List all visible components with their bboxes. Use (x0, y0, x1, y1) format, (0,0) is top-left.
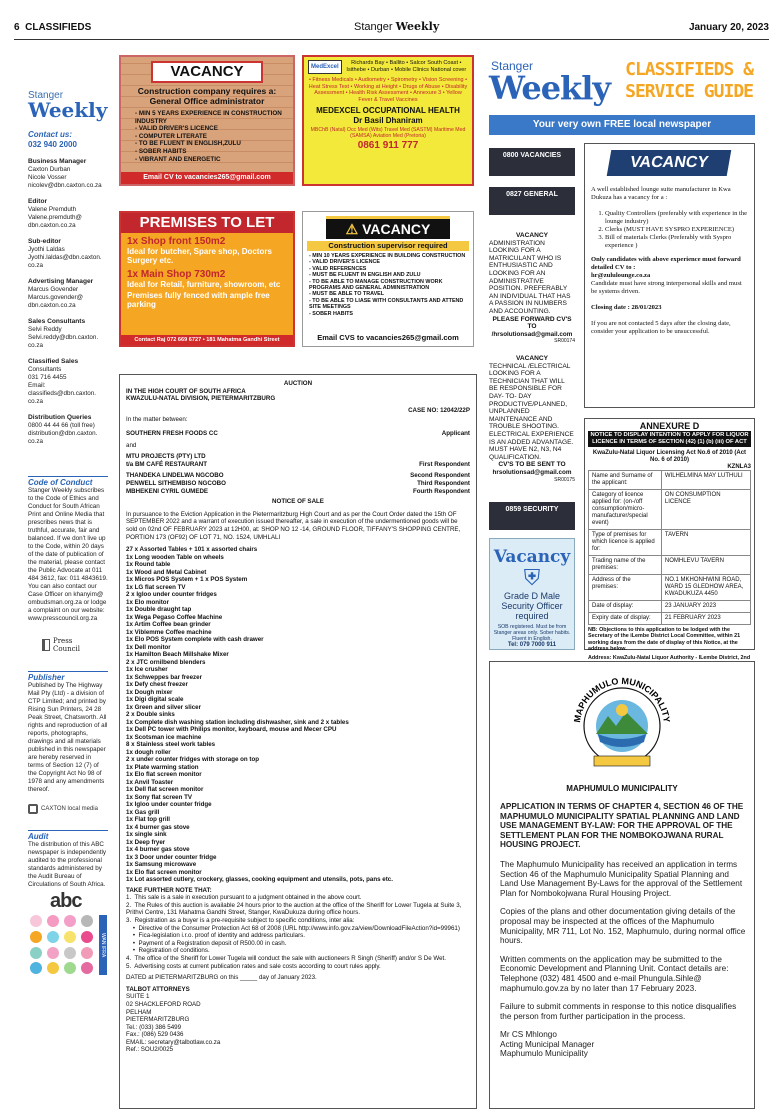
sale-item: 1x Dough mixer (126, 688, 173, 696)
municipality-p2: Copies of the plans and other documentation giving details of the proposal may be inspected at the offices of the Maphumulo Municipality, MR 711, Lot No. 152, Maphumulo, during normal office hours. (500, 907, 746, 946)
sale-item: 1x Elo monitor (126, 598, 169, 606)
classified-ad-technical-cta: CV'S TO BE SENT TO (498, 461, 566, 469)
medexcel-title: MEDEXCEL OCCUPATIONAL HEALTH (316, 106, 460, 115)
sale-item: 1x Complete dish washing station including dishwasher, sink and 2 x tables (126, 718, 349, 726)
color-dot (64, 947, 76, 959)
caxton-icon (28, 804, 38, 814)
medexcel-locations: Richards Bay • Ballito • Salcor South Coast • Isithebe • Durban • Mobile Clinics National cover (346, 60, 467, 73)
sale-item: 1x Round table (126, 561, 171, 569)
publisher-title: Publisher (28, 671, 108, 682)
guide-brand-top: Stanger (491, 59, 534, 73)
fourth-respondent: MBHEKENI CYRIL GUMEDE (126, 487, 209, 495)
municipality-p3: Written comments on the application may be submitted to the Economic Development and Planning Unit. Contact details are: Telephone (032) 481 4500 and e-mail Phungula.Sihle@ maphumulo.gov.za by no later than 17 February 2023. (500, 954, 729, 993)
sale-item: 1x Deep fryer (126, 838, 166, 846)
staff-role: Sub-editor (28, 238, 61, 245)
sale-item: 1x Green and silver slicer (126, 703, 201, 711)
requirement-item: - COMPUTER LITERATE (135, 133, 293, 141)
vacancy-supervisor-title: ⚠ VACANCY (326, 216, 450, 239)
seal-ribbon (594, 756, 650, 766)
medexcel-logo: MedExcel (308, 60, 342, 74)
position-item: 3. Bill of materials Clerks (Preferably with Syspro experience ) (605, 234, 748, 250)
staff-line: classifieds@dbn.caxton. (28, 390, 96, 397)
category-general: 0827 GENERAL (489, 187, 575, 215)
staff-role: Advertising Manager (28, 278, 94, 285)
vacancy-supervisor-footer: Email CVS to vacancies265@gmail.com (317, 333, 459, 342)
field-label: Type of premises for which licence is applied for: (589, 530, 662, 556)
staff-line: Valene.premduth@ (28, 214, 82, 221)
vacancy-admin-title: VACANCY (151, 61, 263, 83)
premises-parking: Premises fully fenced with ample free parking (127, 291, 270, 309)
color-dot (81, 915, 93, 927)
sale-item: 1x Digi digital scale (126, 696, 184, 704)
sale-item: 8 x Stainless steel work tables (126, 741, 216, 749)
color-dot (47, 947, 59, 959)
staff-line: Marcus Govender (28, 286, 79, 293)
liquor-details-table (588, 470, 751, 625)
attorney-line: 02 SHACKLEFORD ROAD (126, 1000, 201, 1008)
classified-ad-admin-email: /hrsolutionsad@gmail.com (491, 330, 573, 338)
attorneys-details (126, 993, 470, 1054)
color-dot (30, 947, 42, 959)
requirement-item: - SOBER HABITS (135, 148, 293, 156)
classified-ad-admin (489, 232, 575, 346)
page-header (14, 14, 769, 40)
security-ad-title: Vacancy (493, 547, 571, 567)
security-vacancy-ad (489, 538, 575, 650)
medexcel-services: • Fitness Medicals • Audiometry • Spirometry • Vision Screening • Heat Stress Test • Working at Height • Drugs of Abuse • Disability Assessment • Health Risk Assessment • Annexure 3 • Yellow Fever & Travel Vaccines (308, 77, 468, 103)
liquor-licence-notice (584, 418, 755, 661)
sale-item: 1x Elo flat screen monitor (126, 868, 202, 876)
matter-label: In the matter between: (126, 416, 188, 424)
sale-item: 1x Artim Coffee bean grinder (126, 621, 211, 629)
requirement-item: - VALID REFERENCES (309, 266, 473, 272)
sale-item: 1x LG flat screen TV (126, 583, 186, 591)
sale-item: 1x Long wooden Table on wheels (126, 553, 224, 561)
municipality-p4: Failure to submit comments in response to this notice disqualifies the person from further participation in the process. (500, 1002, 737, 1021)
further-notes (126, 894, 470, 970)
staff-role: Editor (28, 198, 48, 205)
attorney-line: PELHAM (126, 1008, 152, 1016)
audit-title: Audit (28, 830, 108, 841)
staff-line: 031 716 4455 (28, 374, 67, 381)
staff-line: co.za (28, 342, 44, 349)
sale-item: 1x dough roller (126, 748, 171, 756)
color-dot (81, 962, 93, 974)
guide-brand-logo: Weekly (489, 69, 610, 107)
security-ad-tel: Tel: 079 7000 911 (507, 642, 557, 648)
liquor-form-code: KZNLA3 (727, 464, 751, 470)
sale-item: 1x Plate warming station (126, 763, 199, 771)
note-item: • Directive of the Consumer Protection Act 68 of 2008 (URL http://www.info.gov.za/view/DownloadFileAction?id=99961) (126, 924, 460, 932)
premises-shop1: 1x Shop front 150m2 (127, 236, 226, 247)
court-name: IN THE HIGH COURT OF SOUTH AFRICA (126, 387, 246, 395)
court-division: KWAZULU-NATAL DIVISION, PIETERMARITZBURG (126, 395, 276, 403)
staff-line: nicolev@dbn.caxton.co.za (28, 182, 102, 189)
sale-item: 1x Samsung microwave (126, 861, 197, 869)
issue-date: January 20, 2023 (688, 22, 769, 33)
classified-ad-technical-ref: SR00175 (554, 476, 575, 483)
staff-block (28, 238, 108, 270)
liquor-address: Address: KwaZulu-Natal Liquor Authority - ILembe District, 2nd (588, 654, 751, 661)
classified-ad-admin-ref: SR00174 (554, 338, 575, 345)
color-dot (30, 915, 42, 927)
medexcel-qualifications: MBChB (Natal) Occ Med (Wits) Travel Med (SASTM) Maritime Med (SAMSA) Aviation Med (Pretoria) (310, 127, 466, 140)
color-dot (47, 962, 59, 974)
requirement-item: - TO BE ABLE TO LIASE WITH CONSULTANTS AND ATTEND SITE MEETINGS (309, 298, 473, 311)
lounge-intro: A well established lounge suite manufacturer in Kwa Dukuza has a vacancy for a : (591, 186, 731, 201)
staff-line: Email: (28, 382, 46, 389)
attorney-line: Tel.: (033) 386 5499 (126, 1023, 182, 1031)
sale-item: 1x Elo POS System complete with cash drawer (126, 636, 264, 644)
staff-block (28, 318, 108, 350)
medexcel-ad (302, 55, 474, 186)
third-respondent-role: Third Respondent (417, 479, 470, 487)
press-council-icon (42, 639, 50, 651)
liquor-act: KwaZulu-Natal Liquor Licensing Act No.6 of 2010 (Act No. 6 of 2010) (592, 450, 747, 463)
premises-contact: Contact Raj 072 669 6727 • 181 Mahatma Gandhi Street (121, 335, 293, 345)
staff-line: Jyothi.laldas@dbn.caxton. (28, 254, 102, 261)
lounge-positions (605, 210, 748, 250)
lounge-only: Only candidates with above experience must forward detailed CV to : (591, 256, 741, 271)
color-dot (30, 931, 42, 943)
field-label: Date of display: (589, 601, 662, 613)
staff-line: dbn.caxton.co.za (28, 302, 76, 309)
security-ad-text: SOB registered. Must be from Stanger areas only. Sober habits. Fluent in English. (493, 624, 571, 642)
sale-item: 1x Micros POS System + 1 x POS System (126, 576, 248, 584)
sale-item: 1x Lot assorted cutlery, crockery, glasses, cooking equipment and utensils, pots, pans etc. (126, 876, 393, 884)
medexcel-phone: 0861 911 777 (357, 140, 419, 152)
sale-item: 2 x Igloo under counter fridges (126, 591, 217, 599)
position-item: 1. Quality Controllers (preferably with experience in the lounge industry) (605, 210, 748, 226)
vacancy-admin-ad (119, 55, 295, 186)
masthead-sidebar (28, 92, 108, 975)
staff-line: Jyothi Laldas (28, 246, 65, 253)
attorney-line: Ref.: SOU2/0025 (126, 1046, 174, 1054)
vacancy-supervisor-headline: Construction supervisor required (307, 241, 469, 251)
guide-title: CLASSIFIEDS & SERVICE GUIDE (625, 59, 753, 102)
staff-line: Nicole Vosser (28, 174, 67, 181)
sale-item: 1x Dell PC tower with Philips monitor, keyboard, mouse and Mecer CPU (126, 726, 337, 734)
table-row (589, 613, 751, 625)
first-respondent-tradingas: t/a BM CAFÉ RESTAURANT (126, 460, 208, 468)
code-text: Stanger Weekly subscribes to the Code of Ethics and Conduct for South African Print and Online Media that prescribes news that is truthful, accurate, fair and balanced. If we don't live up to the Code, within 20 days of the date of publication of the material, please contact the Public Advocate at 011 484 3612, fax: 011 4843619. You can also contact our Case Officer on khanyim@ ombudsman.org.za or lodge a complaint on our website: www.presscouncil.org.za (28, 487, 108, 622)
attorney-line: EMAIL: secretary@talbotlaw.co.za (126, 1038, 221, 1046)
staff-role: Sales Consultants (28, 318, 86, 325)
sale-item: 1x Anvil Toaster (126, 778, 174, 786)
position-item: 2. Clerks (MUST HAVE SYSPRO EXPERIENCE) (605, 226, 748, 234)
court-auction-notice (119, 374, 477, 1109)
shield-icon: ⛨ (523, 565, 541, 590)
staff-list (28, 158, 108, 446)
municipality-notice (489, 661, 755, 1109)
attorney-line: Fax.: (086) 529 0436 (126, 1031, 184, 1039)
sale-item: 1x Double draught tap (126, 606, 192, 614)
code-title: Code of Conduct (28, 476, 108, 487)
caxton-logo: CAXTON local media (28, 804, 108, 814)
premises-title: PREMISES TO LET (121, 213, 293, 233)
contact-label: Contact us: (28, 130, 72, 139)
auction-label: AUCTION (283, 380, 313, 387)
requirement-item: - SOBER HABITS (309, 311, 473, 317)
color-dot-grid (30, 915, 95, 975)
staff-line: Valene Premduth (28, 206, 77, 213)
color-dot (47, 915, 59, 927)
liquor-objection-note: NB: Objections to this application to be lodged with the Secretary of the iLembe District Local Committee, within 21 working days from the date of display of this Notice, at the address below. (588, 627, 741, 653)
sale-item: 1x Schweppes bar freezer (126, 673, 203, 681)
field-value: ON CONSUMPTION LICENCE (661, 490, 750, 530)
table-row (589, 601, 751, 613)
sale-item: 2 x under counter fridges with storage on top (126, 756, 260, 764)
contact-phone: 032 940 2000 (28, 140, 77, 149)
lounge-footer: If you are not contacted 5 days after the closing date, consider your application to be unsuccessful. (591, 320, 731, 335)
color-dot (64, 931, 76, 943)
premises-shop2: 1x Main Shop 730m2 (127, 269, 226, 280)
classified-ad-technical (489, 355, 575, 484)
seal-sun (616, 704, 628, 716)
municipality-seal (564, 668, 680, 778)
color-dot (64, 962, 76, 974)
staff-line: Consultants (28, 366, 62, 373)
attorney-line: SUITE 1 (126, 993, 150, 1001)
notice-of-sale-title: NOTICE OF SALE (272, 498, 324, 506)
field-label: Address of the premises: (589, 575, 662, 601)
note-item: • Payment of a Registration deposit of R500.00 in cash. (126, 939, 287, 947)
staff-role: Distribution Queries (28, 414, 92, 421)
note-item: 2. The Rules of this auction is available 24 hours prior to the auction at the office of the Sheriff for Lower Tugela at Suite 3, Prithvi Centre, 131 Mahatma Gandhi Street, Stanger, KwaDukuza during office hours. (126, 901, 464, 917)
fourth-respondent-role: Fourth Respondent (412, 487, 470, 495)
sale-items (126, 546, 470, 884)
sale-item: 1x Elo flat screen monitor (126, 771, 202, 779)
brand-top: Stanger (28, 90, 64, 101)
sale-item: 2 x JTC ornilbend blenders (126, 658, 206, 666)
staff-line: distribution@dbn.caxton. (28, 430, 98, 437)
classified-ad-admin-text: ADMINISTRATION LOOKING FOR A MATRICULANT WHO IS ENTHUSIASTIC AND LOOKING FOR AN ADMINISTRATIVE POSITION. PREFERABLY AN INDIVIDUAL THAT HAS A PASSION IN NUMBERS AND ACCOUNTING. (489, 239, 571, 315)
vacancy-supervisor-requirements (309, 253, 473, 317)
sale-item: 1x Sony flat screen TV (126, 793, 193, 801)
color-dot (47, 931, 59, 943)
premises-shop1-desc: Ideal for butcher, Spare shop, Doctors Surgery etc. (127, 247, 272, 265)
table-row (589, 490, 751, 530)
liquor-title: NOTICE TO DISPLAY INTENTION TO APPLY FOR LIQUOR LICENCE IN TERMS OF SECTION (42) (1) (b) (iii) OF ACT (588, 431, 751, 447)
field-value: TAVERN (661, 530, 750, 556)
vacancy-admin-requirements (135, 110, 293, 163)
staff-line: Marcus.govender@ (28, 294, 84, 301)
attorney-line: PIETERMARITZBURG (126, 1016, 190, 1024)
sale-item: 1x Wood and Metal Cabinet (126, 568, 207, 576)
seal-text: MAPHUMULO MUNICIPALITY (572, 675, 672, 724)
field-value: 21 FEBRUARY 2023 (661, 613, 750, 625)
sale-item: 1x single sink (126, 831, 167, 839)
municipality-signatory: Mr CS Mhlongo (500, 1030, 557, 1040)
second-respondent: THANDEKA LINDELWA NGCOBO (126, 472, 224, 480)
lounge-vacancy-body (585, 176, 754, 336)
municipality-headline: APPLICATION IN TERMS OF CHAPTER 4, SECTION 46 OF THE MAPHUMULO MUNICIPALITY SPATIAL PLANNING AND LAND USE MANAGEMENT BY-LAW: FOR THE APPROVAL OF THE SETTLEMENT PLAN FOR THE NOMBOKOJWANA RURAL HOUSING PROJECT. (500, 802, 744, 850)
sale-item: 1x 4 burner gas stove (126, 823, 190, 831)
classified-ad-admin-cta: PLEASE FORWARD CV'S TO (492, 315, 572, 331)
staff-line: co.za (28, 262, 44, 269)
sale-item: 1x Dell monitor (126, 643, 171, 651)
note-item: • Registration of conditions. (126, 947, 210, 955)
field-label: Category of licence applied for: (on-/off consumption/micro-manufacturer/special event) (589, 490, 662, 530)
classified-ad-technical-text: TECHNICAL /ELECTRICAL LOOKING FOR A TECHNICIAN THAT WILL BE RESPONSIBLE FOR DAY- TO- DAY PRODUCTIVE/PLANNED, UNPLANNED MAINTENANCE AND TROUBLE SHOOTING. ELECTRICAL EXPERIENCE IS AN ADDED ADVANTAGE. MUST HAVE N2, N3, N4 QUALIFICATION. (489, 362, 574, 461)
requirement-item: - VALID DRIVER'S LICENCE (135, 125, 293, 133)
applicant-role: Applicant (441, 429, 470, 437)
sale-item: 1x Gas grill (126, 808, 160, 816)
requirement-item: - TO BE FLUENT IN ENGLISH,ZULU (135, 140, 293, 148)
lounge-vacancy-title: VACANCY (607, 150, 732, 176)
audit-text: The distribution of this ABC newspaper is independently audited to the professional standards administered by the Audit Bureau of Circulations of South Africa. (28, 841, 107, 888)
table-row (589, 530, 751, 556)
classifieds-guide-banner (489, 55, 755, 139)
municipality-signatory-title: Acting Municipal Manager (500, 1039, 595, 1049)
requirement-item: - MUST BE FLUENT IN ENGLISH AND ZULU (309, 272, 473, 278)
attorneys-title: TALBOT ATTORNEYS (126, 985, 190, 993)
staff-block (28, 278, 108, 310)
municipality-body (500, 802, 746, 1059)
classified-ad-technical-title: VACANCY (515, 355, 549, 362)
category-vacancies: 0800 VACANCIES (489, 148, 575, 176)
first-respondent: MTU PROJECTS (PTY) LTD (126, 453, 206, 461)
sale-item: 1x Ice crusher (126, 666, 168, 674)
wan-ifra-logo: WAN IFRA (99, 915, 107, 975)
color-dot (81, 947, 93, 959)
sale-item: 1x Dell flat screen monitor (126, 786, 204, 794)
press-council-logo: Press Council (42, 637, 108, 653)
medexcel-doctor: Dr Basil Dhaniram (353, 116, 423, 125)
applicant-name: SOUTHERN FRESH FOODS CC (126, 429, 218, 437)
sale-item: 1x 4 burner gas stove (126, 846, 190, 854)
color-dot (30, 962, 42, 974)
vacancy-admin-headline: Construction company requires a: General Office administrator (137, 86, 277, 106)
color-dot (64, 915, 76, 927)
premises-ad (119, 211, 295, 347)
staff-line: 0800 44 44 66 (toll free) (28, 422, 95, 429)
note-item: 1. This sale is a sale in execution pursuant to a judgment obtained in the above court. (126, 894, 362, 902)
field-value: NO.1 MKHONHWINI ROAD, WARD 15 GLEDHOW AREA, KWADUKUZA 4450 (661, 575, 750, 601)
staff-line: Caxton Durban (28, 166, 71, 173)
sale-item: 27 x Assorted Tables + 101 x assorted chairs (126, 546, 258, 554)
and-label: and (126, 441, 137, 449)
premises-shop2-desc: Ideal for Retail, furniture, showroom, etc (127, 280, 281, 289)
lounge-note: Candidate must have strong interpersonal skills and must be systems driven. (591, 280, 742, 295)
table-row (589, 556, 751, 575)
vacancy-supervisor-ad (302, 211, 474, 347)
category-security: 0859 SECURITY (489, 502, 575, 530)
sale-item: 1x Flat top grill (126, 816, 171, 824)
vacancy-admin-footer: Email CV to vacancies265@gmail.com (121, 172, 293, 184)
security-ad-role: Grade D Male Security Officer required (501, 591, 563, 621)
staff-line: co.za (28, 398, 44, 405)
sale-item: 1x Scotsman ice machine (126, 733, 202, 741)
requirement-item: - VALID DRIVER'S LICENCE (309, 259, 473, 265)
requirement-item: - MIN 5 YEARS EXPERIENCE IN CONSTRUCTION INDUSTRY (135, 110, 293, 125)
staff-block (28, 158, 108, 190)
sale-item: 1x Defy chest freezer (126, 681, 188, 689)
note-item: 3. Registration as a buyer is a pre-requisite subject to specific conditions, inter alia: (126, 916, 355, 924)
municipality-signatory-org: Maphumulo Municipality (500, 1049, 588, 1059)
sale-item: 1x Wega Pegaso Coffee Machine (126, 613, 223, 621)
sale-item: 1x Hamilton Beach Millshake Mixer (126, 651, 229, 659)
sale-item: 2 x Double sinks (126, 711, 175, 719)
note-item: • Fica-legislation i.r.o. proof of identity and address particulars. (126, 932, 305, 940)
classified-ad-technical-email: hrsolutionsad@gmail.com (492, 468, 572, 476)
color-dot (81, 931, 93, 943)
staff-role: Classified Sales (28, 358, 79, 365)
field-value: WILHELMINA MAY LUTHULI (661, 471, 750, 490)
staff-block (28, 414, 108, 446)
staff-line: dbn.caxton.co.za (28, 222, 76, 229)
classified-ad-admin-title: VACANCY (515, 232, 549, 239)
lounge-closing: Closing date : 28/01/2023 (591, 304, 662, 311)
publisher-text: Published by The Highway Mail Pty (Ltd) - a division of CTP Limited; and printed by Rising Sun Printers, 24 28 Peak Street, Chatsworth. All rights and reproduction of all reports, photographs, drawings and all materials published in this newspaper are hereby reserved in terms of Section 12 (7) of the Copyright Act No 98 of 1978 and any amendments thereof. (28, 682, 108, 793)
case-number: CASE NO: 12042/22P (408, 406, 470, 414)
staff-block (28, 198, 108, 230)
third-respondent: PENWELL SITHEMBISO NGCOBO (126, 479, 226, 487)
guide-tagline: Your very own FREE local newspaper (489, 115, 755, 135)
page-section: 6 CLASSIFIEDS (14, 22, 92, 33)
sale-item: 1x 3 Door under counter fridge (126, 853, 217, 861)
brand-logo: Weekly (28, 98, 108, 122)
staff-block (28, 358, 108, 406)
staff-line: Selvi Reddy (28, 326, 62, 333)
municipality-p1: The Maphumulo Municipality has received an application in terms Section 46 of the Maphumulo Municipality Spatial Planning and Land Use Management By-Laws for the approval of the Settlement Plan for Nombokojwana Rural Housing Project. (500, 859, 743, 898)
field-label: Trading name of the premises: (589, 556, 662, 575)
requirement-item: - MIN 10 YEARS EXPERIENCE IN BUILDING CONSTRUCTION (309, 253, 473, 259)
liquor-annexure: ANNEXURE D (639, 421, 700, 431)
dated-line: DATED at PIETERMARITZBURG on this _____ day of January 2023. (126, 974, 317, 982)
first-respondent-role: First Respondent (419, 460, 470, 468)
table-row (589, 575, 751, 601)
field-label: Name and Surname of the applicant: (589, 471, 662, 490)
warning-icon: ⚠ (345, 221, 359, 237)
requirement-item: - TO BE ABLE TO MANAGE CONSTRUCTION WORK PROGRAMS AND GENERAL ADMINISTRATION (309, 279, 473, 292)
further-note-title: TAKE FURTHER NOTE THAT: (126, 886, 212, 894)
table-row (589, 471, 751, 490)
second-respondent-role: Second Respondent (410, 472, 470, 480)
lounge-email: hr@zululounge.co.za (591, 272, 651, 279)
note-item: 5. Advertising costs at current publication rates and sale costs according to court rules apply. (126, 962, 381, 970)
staff-line: co.za (28, 438, 44, 445)
requirement-item: - VIBRANT AND ENERGETIC (135, 156, 293, 164)
abc-logo: abc (50, 890, 82, 912)
field-label: Expiry date of display: (589, 613, 662, 625)
staff-line: Selvi.reddy@dbn.caxton. (28, 334, 99, 341)
staff-role: Business Manager (28, 158, 87, 165)
sale-item: 1x Viblemme Coffee machine (126, 628, 212, 636)
municipality-name: MAPHUMULO MUNICIPALITY (566, 784, 678, 793)
sale-item: 1x Igloo under counter fridge (126, 801, 212, 809)
lounge-vacancy-ad (584, 143, 755, 408)
field-value: 23 JANUARY 2023 (661, 601, 750, 613)
sale-intro: In pursuance to the Eviction Application in the Pietermaritzburg High Court and as per the Court Order dated the 15th OF SEPTEMBER 2022 and a warrant of execution issued thereafter, a sale in execution of the undermentioned goods will be sold on 02nd OF FEBRUARY 2023 at 12H00, at: SHOP NO 12 -14, GROUND FLOOR, TIFFANY'S SHOPPING CENTRE, PORTION 173 (OF92) OF LOT 71, NO. 1524, UMHLALI (126, 510, 461, 541)
requirement-item: - MUST BE ABLE TO TRAVEL (309, 291, 473, 297)
paper-name: Stanger Weekly (354, 20, 440, 33)
field-value: NOMHLEVU TAVERN (661, 556, 750, 575)
note-item: 4. The office of the Sheriff for Lower Tugela will conduct the sale with auctioneers R Singh (Sheriff) and/or S De Wet. (126, 954, 446, 962)
